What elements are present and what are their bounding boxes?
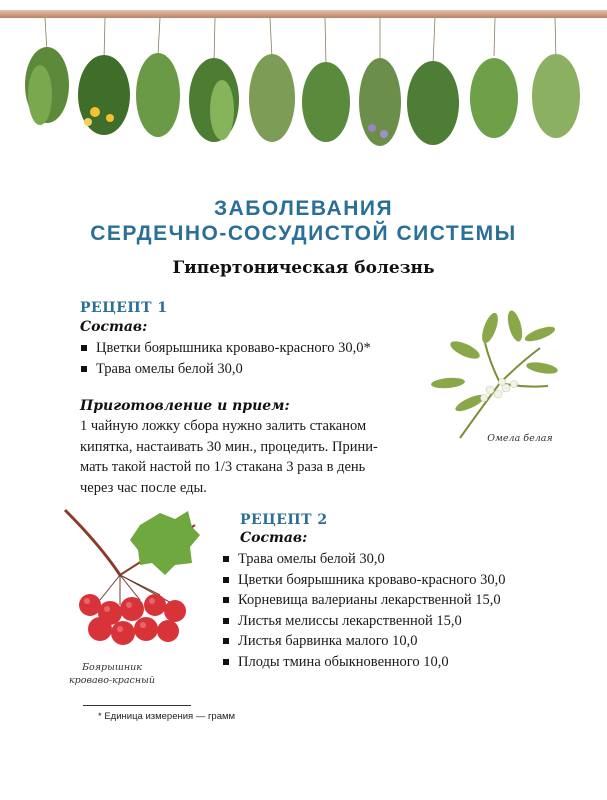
recipe-1-ingredients bbox=[80, 338, 371, 379]
prep-line: мать такой настой по 1/3 стакана 3 раза в день bbox=[80, 459, 366, 475]
list-item: Листья барвинка малого 10,0 bbox=[222, 631, 506, 652]
list-item: Цветки боярышника кроваво-красного 30,0* bbox=[80, 338, 371, 359]
recipe-1-heading: РЕЦЕПТ 1 bbox=[80, 300, 168, 316]
chapter-title-line1: ЗАБОЛЕВАНИЯ bbox=[213, 197, 394, 220]
list-item: Плоды тмина обыкновенного 10,0 bbox=[222, 652, 506, 673]
recipe-1-prep-label: Приготовление и прием: bbox=[80, 398, 290, 414]
list-item: Корневища валерианы лекарственной 15,0 bbox=[222, 590, 506, 611]
prep-line: 1 чайную ложку сбора нужно залить стаканом bbox=[80, 418, 367, 434]
footnote-divider bbox=[83, 705, 191, 706]
hawthorn-caption bbox=[62, 661, 162, 687]
hawthorn-caption-line1: Боярышник bbox=[82, 662, 142, 673]
chapter-title-line2: СЕРДЕЧНО-СОСУДИСТОЙ СИСТЕМЫ bbox=[90, 222, 517, 245]
recipe-1-composition-label: Состав: bbox=[80, 319, 148, 335]
section-title: Гипертоническая болезнь bbox=[172, 258, 435, 278]
list-item: Трава омелы белой 30,0 bbox=[222, 549, 506, 570]
list-item: Цветки боярышника кроваво-красного 30,0 bbox=[222, 570, 506, 591]
mistletoe-caption: Омела белая bbox=[487, 433, 553, 444]
recipe-2-heading: РЕЦЕПТ 2 bbox=[240, 512, 328, 528]
hawthorn-illustration bbox=[60, 505, 210, 655]
recipe-2-composition-label: Состав: bbox=[240, 530, 308, 546]
footnote: * Единица измерения — грамм bbox=[98, 711, 236, 722]
prep-line: кипятка, настаивать 30 мин., процедить. Прини- bbox=[80, 438, 378, 455]
list-item: Листья мелиссы лекарственной 15,0 bbox=[222, 611, 506, 632]
list-item: Трава омелы белой 30,0 bbox=[80, 359, 371, 380]
recipe-2-ingredients bbox=[222, 549, 506, 672]
mistletoe-illustration bbox=[430, 308, 565, 443]
herb-bundles-illustration bbox=[0, 0, 607, 160]
recipe-1-prep-text bbox=[80, 416, 378, 498]
hawthorn-caption-line2: кроваво-красный bbox=[69, 675, 155, 686]
prep-line: через час после еды. bbox=[80, 479, 207, 496]
